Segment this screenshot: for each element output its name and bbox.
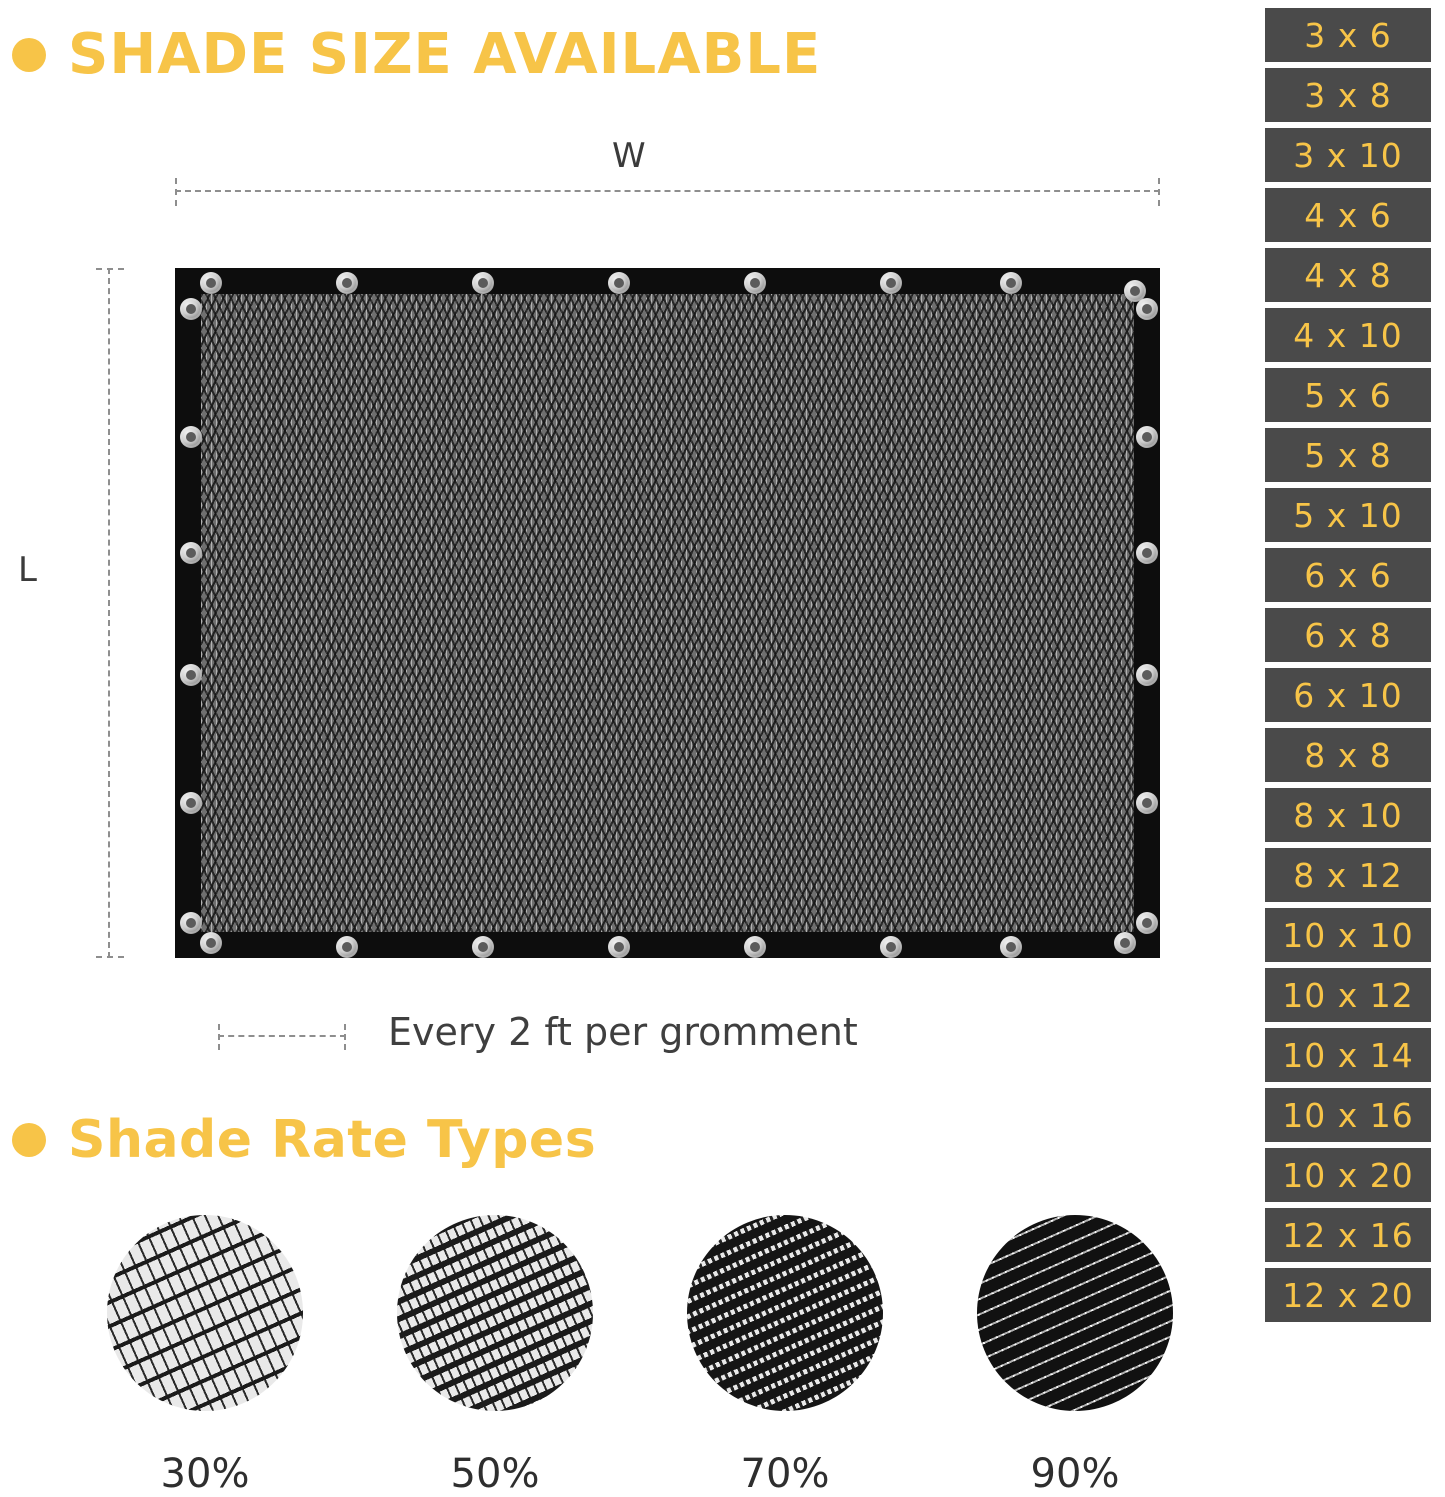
grommet — [1136, 912, 1158, 934]
length-dimension-line — [108, 268, 112, 958]
shade-rate-list — [60, 1215, 1220, 1497]
grommet — [336, 936, 358, 958]
size-chip[interactable]: 4 x 6 — [1265, 188, 1431, 242]
size-chip[interactable]: 12 x 20 — [1265, 1268, 1431, 1322]
grommet — [608, 936, 630, 958]
grommet — [336, 272, 358, 294]
grommet — [1000, 272, 1022, 294]
grommet — [608, 272, 630, 294]
shade-rate-swatch — [107, 1215, 303, 1411]
size-chip[interactable]: 8 x 12 — [1265, 848, 1431, 902]
grommet-spacing-label: Every 2 ft per gromment — [388, 1010, 858, 1054]
bullet-dot-icon — [12, 38, 46, 72]
grommet — [1136, 298, 1158, 320]
size-chip[interactable]: 3 x 8 — [1265, 68, 1431, 122]
grommet — [180, 792, 202, 814]
shade-rate-label: 70% — [740, 1451, 830, 1497]
size-chip[interactable]: 5 x 10 — [1265, 488, 1431, 542]
shade-rate-swatch — [687, 1215, 883, 1411]
mesh-texture — [201, 294, 1134, 932]
length-dimension-label: L — [18, 550, 37, 590]
shade-rate-label: 30% — [160, 1451, 250, 1497]
grommet — [472, 936, 494, 958]
size-chip[interactable]: 5 x 8 — [1265, 428, 1431, 482]
grommet — [180, 664, 202, 686]
size-chip[interactable]: 6 x 8 — [1265, 608, 1431, 662]
grommet — [1136, 792, 1158, 814]
shade-rate-item — [640, 1215, 930, 1497]
grommet — [1136, 426, 1158, 448]
shade-rate-swatch — [397, 1215, 593, 1411]
size-chip[interactable]: 3 x 6 — [1265, 8, 1431, 62]
size-chip[interactable]: 3 x 10 — [1265, 128, 1431, 182]
shade-rate-swatch — [977, 1215, 1173, 1411]
grommet — [200, 932, 222, 954]
grommet — [880, 936, 902, 958]
size-chip[interactable]: 10 x 10 — [1265, 908, 1431, 962]
grommet — [180, 298, 202, 320]
shade-rate-item — [60, 1215, 350, 1497]
grommet — [1136, 542, 1158, 564]
grommet-spacing-dimension-line — [218, 1035, 346, 1039]
shade-cloth-diagram — [0, 130, 1260, 1080]
shade-cloth-panel — [175, 268, 1160, 958]
size-chip[interactable]: 8 x 10 — [1265, 788, 1431, 842]
size-chip[interactable]: 6 x 6 — [1265, 548, 1431, 602]
grommet — [744, 936, 766, 958]
available-size-list — [1265, 8, 1431, 1322]
shade-rate-item — [930, 1215, 1220, 1497]
size-chip[interactable]: 5 x 6 — [1265, 368, 1431, 422]
grommet — [1136, 664, 1158, 686]
size-chip[interactable]: 4 x 10 — [1265, 308, 1431, 362]
grommet — [200, 272, 222, 294]
shade-rate-label: 50% — [450, 1451, 540, 1497]
size-chip[interactable]: 10 x 14 — [1265, 1028, 1431, 1082]
bullet-dot-icon — [12, 1123, 46, 1157]
size-chip[interactable]: 10 x 16 — [1265, 1088, 1431, 1142]
width-dimension-line — [175, 190, 1160, 194]
shade-rate-item — [350, 1215, 640, 1497]
grommet — [1114, 932, 1136, 954]
grommet — [180, 426, 202, 448]
shade-rate-label: 90% — [1030, 1451, 1120, 1497]
grommet — [180, 542, 202, 564]
size-chip[interactable]: 12 x 16 — [1265, 1208, 1431, 1262]
size-chip[interactable]: 10 x 12 — [1265, 968, 1431, 1022]
section-heading-shade-size — [12, 22, 821, 87]
grommet — [880, 272, 902, 294]
grommet — [472, 272, 494, 294]
size-chip[interactable]: 10 x 20 — [1265, 1148, 1431, 1202]
width-dimension-label: W — [612, 136, 646, 176]
size-chip[interactable]: 6 x 10 — [1265, 668, 1431, 722]
section-heading-shade-rate — [12, 1110, 596, 1170]
heading-label: Shade Rate Types — [68, 1110, 597, 1170]
grommet — [1000, 936, 1022, 958]
heading-label: SHADE SIZE AVAILABLE — [68, 22, 822, 87]
size-chip[interactable]: 4 x 8 — [1265, 248, 1431, 302]
size-chip[interactable]: 8 x 8 — [1265, 728, 1431, 782]
grommet — [180, 912, 202, 934]
grommet — [744, 272, 766, 294]
